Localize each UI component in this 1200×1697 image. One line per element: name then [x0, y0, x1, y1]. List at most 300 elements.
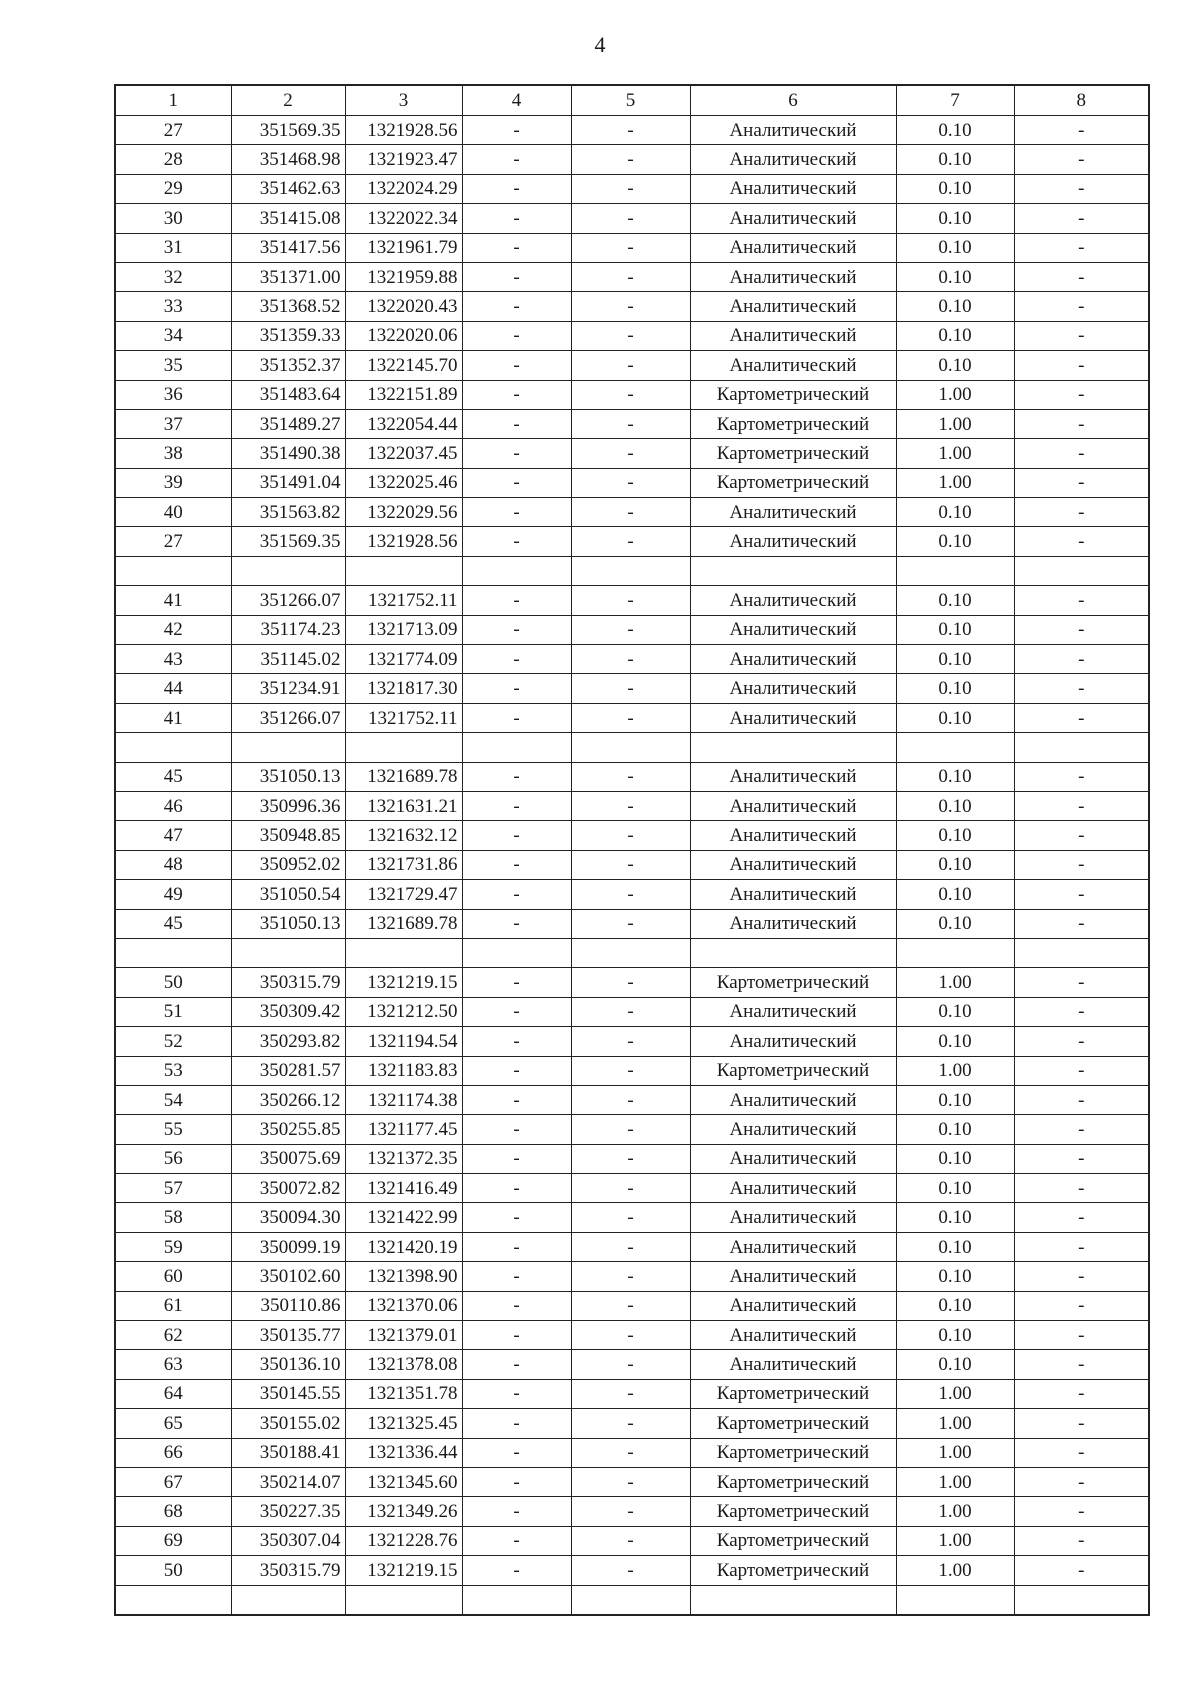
cell-col-4: - — [462, 1321, 571, 1350]
cell-accuracy: 0.10 — [896, 880, 1014, 909]
cell-y-coordinate: 1321689.78 — [345, 909, 462, 938]
cell-accuracy: 0.10 — [896, 351, 1014, 380]
cell-x-coordinate: 350155.02 — [231, 1409, 345, 1438]
cell-y-coordinate: 1321961.79 — [345, 233, 462, 262]
cell-col-8 — [1014, 733, 1149, 762]
cell-y-coordinate: 1321212.50 — [345, 997, 462, 1026]
table-row — [115, 1497, 1149, 1526]
cell-col-8: - — [1014, 1115, 1149, 1144]
table-row — [115, 409, 1149, 438]
cell-accuracy: 0.10 — [896, 527, 1014, 556]
table-row — [115, 380, 1149, 409]
cell-col-5: - — [571, 1556, 690, 1585]
cell-method: Картометрический — [690, 468, 896, 497]
table-row — [115, 674, 1149, 703]
cell-col-8: - — [1014, 1027, 1149, 1056]
cell-y-coordinate: 1322020.06 — [345, 321, 462, 350]
cell-point-number: 48 — [115, 850, 231, 879]
cell-method: Картометрический — [690, 1556, 896, 1585]
cell-col-5: - — [571, 968, 690, 997]
cell-col-8: - — [1014, 116, 1149, 145]
cell-col-4: - — [462, 1262, 571, 1291]
cell-col-5: - — [571, 1526, 690, 1555]
cell-x-coordinate: 351174.23 — [231, 615, 345, 644]
cell-method: Аналитический — [690, 791, 896, 820]
cell-x-coordinate: 351462.63 — [231, 174, 345, 203]
cell-col-5: - — [571, 1085, 690, 1114]
cell-y-coordinate — [345, 1585, 462, 1615]
cell-x-coordinate: 350099.19 — [231, 1232, 345, 1261]
cell-method: Аналитический — [690, 674, 896, 703]
cell-accuracy: 0.10 — [896, 1203, 1014, 1232]
cell-y-coordinate: 1321689.78 — [345, 762, 462, 791]
table-row — [115, 1115, 1149, 1144]
cell-col-5 — [571, 733, 690, 762]
cell-col-5: - — [571, 174, 690, 203]
cell-method: Аналитический — [690, 1115, 896, 1144]
cell-method: Аналитический — [690, 1085, 896, 1114]
cell-y-coordinate: 1321351.78 — [345, 1379, 462, 1408]
cell-method: Аналитический — [690, 204, 896, 233]
cell-col-4: - — [462, 850, 571, 879]
cell-accuracy: 0.10 — [896, 1174, 1014, 1203]
cell-y-coordinate: 1321632.12 — [345, 821, 462, 850]
cell-point-number: 57 — [115, 1174, 231, 1203]
cell-col-5: - — [571, 850, 690, 879]
cell-method: Картометрический — [690, 439, 896, 468]
cell-method: Аналитический — [690, 116, 896, 145]
cell-y-coordinate — [345, 938, 462, 967]
table-row — [115, 116, 1149, 145]
table-row — [115, 762, 1149, 791]
table-row — [115, 1467, 1149, 1496]
cell-col-5: - — [571, 1321, 690, 1350]
cell-col-8: - — [1014, 409, 1149, 438]
cell-point-number: 61 — [115, 1291, 231, 1320]
cell-x-coordinate: 351145.02 — [231, 645, 345, 674]
cell-accuracy: 0.10 — [896, 233, 1014, 262]
cell-y-coordinate: 1322029.56 — [345, 498, 462, 527]
cell-col-8: - — [1014, 145, 1149, 174]
cell-method: Картометрический — [690, 1056, 896, 1085]
cell-accuracy — [896, 1585, 1014, 1615]
table-row — [115, 1291, 1149, 1320]
table-row — [115, 233, 1149, 262]
cell-x-coordinate: 351490.38 — [231, 439, 345, 468]
cell-col-8: - — [1014, 674, 1149, 703]
cell-point-number: 67 — [115, 1467, 231, 1496]
cell-y-coordinate: 1321416.49 — [345, 1174, 462, 1203]
cell-point-number: 45 — [115, 909, 231, 938]
cell-col-4: - — [462, 1291, 571, 1320]
table-row — [115, 615, 1149, 644]
table-row — [115, 703, 1149, 732]
cell-x-coordinate: 351234.91 — [231, 674, 345, 703]
cell-col-8: - — [1014, 791, 1149, 820]
cell-col-4: - — [462, 1027, 571, 1056]
cell-col-8: - — [1014, 1291, 1149, 1320]
cell-col-8: - — [1014, 233, 1149, 262]
cell-y-coordinate: 1321370.06 — [345, 1291, 462, 1320]
cell-col-4 — [462, 938, 571, 967]
cell-method: Аналитический — [690, 1291, 896, 1320]
cell-method: Картометрический — [690, 1379, 896, 1408]
cell-accuracy: 0.10 — [896, 1321, 1014, 1350]
cell-col-8: - — [1014, 1526, 1149, 1555]
cell-col-5: - — [571, 1056, 690, 1085]
cell-x-coordinate: 351050.13 — [231, 909, 345, 938]
separator-row — [115, 1585, 1149, 1615]
cell-accuracy — [896, 556, 1014, 585]
table-row — [115, 586, 1149, 615]
cell-method: Аналитический — [690, 527, 896, 556]
cell-point-number: 69 — [115, 1526, 231, 1555]
cell-col-5: - — [571, 468, 690, 497]
cell-y-coordinate: 1321379.01 — [345, 1321, 462, 1350]
cell-y-coordinate: 1321713.09 — [345, 615, 462, 644]
cell-y-coordinate: 1321349.26 — [345, 1497, 462, 1526]
cell-col-4: - — [462, 821, 571, 850]
cell-col-8: - — [1014, 1085, 1149, 1114]
cell-col-4: - — [462, 468, 571, 497]
cell-x-coordinate: 351266.07 — [231, 703, 345, 732]
cell-col-5 — [571, 1585, 690, 1615]
cell-col-5: - — [571, 703, 690, 732]
cell-col-5: - — [571, 674, 690, 703]
cell-col-4: - — [462, 1350, 571, 1379]
cell-col-4: - — [462, 204, 571, 233]
cell-x-coordinate: 350952.02 — [231, 850, 345, 879]
cell-col-4: - — [462, 380, 571, 409]
cell-col-4 — [462, 556, 571, 585]
cell-method: Аналитический — [690, 997, 896, 1026]
cell-col-4: - — [462, 791, 571, 820]
table-row — [115, 880, 1149, 909]
cell-y-coordinate — [345, 733, 462, 762]
cell-col-4: - — [462, 116, 571, 145]
cell-col-8: - — [1014, 527, 1149, 556]
cell-col-8: - — [1014, 1174, 1149, 1203]
cell-accuracy: 1.00 — [896, 380, 1014, 409]
cell-col-4: - — [462, 674, 571, 703]
cell-col-5: - — [571, 439, 690, 468]
cell-col-5: - — [571, 292, 690, 321]
cell-col-5: - — [571, 1350, 690, 1379]
cell-y-coordinate: 1321325.45 — [345, 1409, 462, 1438]
cell-method: Аналитический — [690, 909, 896, 938]
table-row — [115, 1174, 1149, 1203]
cell-method: Аналитический — [690, 321, 896, 350]
table-row — [115, 262, 1149, 291]
cell-col-5: - — [571, 909, 690, 938]
separator-row — [115, 938, 1149, 967]
cell-col-5: - — [571, 821, 690, 850]
cell-y-coordinate: 1322054.44 — [345, 409, 462, 438]
table-row — [115, 791, 1149, 820]
cell-col-4: - — [462, 498, 571, 527]
cell-col-8: - — [1014, 909, 1149, 938]
cell-x-coordinate: 351569.35 — [231, 527, 345, 556]
table-row — [115, 645, 1149, 674]
table-row — [115, 1203, 1149, 1232]
cell-col-8 — [1014, 556, 1149, 585]
cell-x-coordinate — [231, 938, 345, 967]
cell-method: Аналитический — [690, 645, 896, 674]
cell-y-coordinate: 1322037.45 — [345, 439, 462, 468]
cell-col-8: - — [1014, 351, 1149, 380]
cell-x-coordinate: 351359.33 — [231, 321, 345, 350]
cell-accuracy: 0.10 — [896, 145, 1014, 174]
cell-col-8: - — [1014, 968, 1149, 997]
cell-col-4: - — [462, 1409, 571, 1438]
separator-row — [115, 556, 1149, 585]
cell-x-coordinate: 350255.85 — [231, 1115, 345, 1144]
cell-point-number: 54 — [115, 1085, 231, 1114]
column-header-2: 2 — [231, 85, 345, 116]
cell-y-coordinate: 1321228.76 — [345, 1526, 462, 1555]
cell-point-number: 45 — [115, 762, 231, 791]
cell-col-4: - — [462, 439, 571, 468]
cell-col-8: - — [1014, 1232, 1149, 1261]
cell-x-coordinate: 350094.30 — [231, 1203, 345, 1232]
cell-col-8: - — [1014, 1438, 1149, 1467]
cell-x-coordinate: 351352.37 — [231, 351, 345, 380]
table-row — [115, 1438, 1149, 1467]
cell-col-8: - — [1014, 1144, 1149, 1173]
cell-accuracy: 1.00 — [896, 968, 1014, 997]
table-body — [115, 85, 1149, 1615]
cell-col-4: - — [462, 703, 571, 732]
cell-col-4 — [462, 1585, 571, 1615]
cell-point-number — [115, 938, 231, 967]
cell-col-8: - — [1014, 380, 1149, 409]
cell-y-coordinate: 1321422.99 — [345, 1203, 462, 1232]
cell-method: Аналитический — [690, 586, 896, 615]
cell-col-4: - — [462, 909, 571, 938]
cell-col-4: - — [462, 1379, 571, 1408]
cell-col-8: - — [1014, 1379, 1149, 1408]
table-row — [115, 321, 1149, 350]
table-row — [115, 1526, 1149, 1555]
cell-col-4: - — [462, 233, 571, 262]
cell-point-number: 53 — [115, 1056, 231, 1085]
cell-method: Аналитический — [690, 498, 896, 527]
cell-col-4: - — [462, 1174, 571, 1203]
cell-col-5: - — [571, 1409, 690, 1438]
cell-col-8: - — [1014, 586, 1149, 615]
cell-col-5: - — [571, 1027, 690, 1056]
cell-method: Аналитический — [690, 1144, 896, 1173]
cell-col-5: - — [571, 321, 690, 350]
cell-point-number: 59 — [115, 1232, 231, 1261]
cell-y-coordinate: 1322020.43 — [345, 292, 462, 321]
cell-method: Аналитический — [690, 1027, 896, 1056]
cell-col-8 — [1014, 938, 1149, 967]
cell-y-coordinate: 1321174.38 — [345, 1085, 462, 1114]
cell-accuracy: 0.10 — [896, 116, 1014, 145]
cell-col-4: - — [462, 292, 571, 321]
cell-col-8: - — [1014, 850, 1149, 879]
cell-method — [690, 733, 896, 762]
cell-x-coordinate: 351491.04 — [231, 468, 345, 497]
cell-y-coordinate: 1321219.15 — [345, 968, 462, 997]
cell-col-4: - — [462, 997, 571, 1026]
cell-col-5: - — [571, 1291, 690, 1320]
cell-x-coordinate: 351489.27 — [231, 409, 345, 438]
table-row — [115, 821, 1149, 850]
table-row — [115, 204, 1149, 233]
cell-method: Картометрический — [690, 1438, 896, 1467]
cell-col-8: - — [1014, 1497, 1149, 1526]
cell-y-coordinate: 1321194.54 — [345, 1027, 462, 1056]
cell-accuracy: 0.10 — [896, 262, 1014, 291]
cell-y-coordinate: 1322022.34 — [345, 204, 462, 233]
cell-point-number — [115, 1585, 231, 1615]
cell-col-8: - — [1014, 498, 1149, 527]
cell-accuracy: 0.10 — [896, 615, 1014, 644]
column-header-5: 5 — [571, 85, 690, 116]
cell-x-coordinate: 350110.86 — [231, 1291, 345, 1320]
cell-accuracy: 0.10 — [896, 1144, 1014, 1173]
table-row — [115, 1262, 1149, 1291]
cell-method: Картометрический — [690, 1467, 896, 1496]
cell-accuracy: 0.10 — [896, 204, 1014, 233]
cell-accuracy: 0.10 — [896, 498, 1014, 527]
cell-col-4: - — [462, 351, 571, 380]
cell-point-number: 27 — [115, 116, 231, 145]
cell-method: Аналитический — [690, 233, 896, 262]
cell-col-5: - — [571, 233, 690, 262]
cell-x-coordinate: 350102.60 — [231, 1262, 345, 1291]
cell-accuracy: 0.10 — [896, 791, 1014, 820]
cell-x-coordinate: 350072.82 — [231, 1174, 345, 1203]
cell-x-coordinate: 350075.69 — [231, 1144, 345, 1173]
cell-point-number: 66 — [115, 1438, 231, 1467]
cell-col-8: - — [1014, 1350, 1149, 1379]
cell-point-number: 52 — [115, 1027, 231, 1056]
cell-y-coordinate: 1321774.09 — [345, 645, 462, 674]
cell-method: Аналитический — [690, 292, 896, 321]
table-row — [115, 1556, 1149, 1585]
cell-x-coordinate: 350136.10 — [231, 1350, 345, 1379]
cell-y-coordinate — [345, 556, 462, 585]
table-row — [115, 1144, 1149, 1173]
cell-col-5: - — [571, 1115, 690, 1144]
table-row — [115, 1085, 1149, 1114]
cell-point-number: 42 — [115, 615, 231, 644]
table-row — [115, 997, 1149, 1026]
cell-col-5: - — [571, 762, 690, 791]
table-row — [115, 145, 1149, 174]
cell-accuracy: 0.10 — [896, 292, 1014, 321]
cell-y-coordinate: 1321420.19 — [345, 1232, 462, 1261]
cell-col-4: - — [462, 174, 571, 203]
cell-y-coordinate: 1321731.86 — [345, 850, 462, 879]
cell-accuracy: 0.10 — [896, 174, 1014, 203]
cell-method: Аналитический — [690, 821, 896, 850]
cell-accuracy: 1.00 — [896, 1526, 1014, 1555]
cell-y-coordinate: 1321631.21 — [345, 791, 462, 820]
cell-accuracy: 0.10 — [896, 321, 1014, 350]
cell-col-5: - — [571, 1379, 690, 1408]
cell-col-5: - — [571, 1262, 690, 1291]
cell-col-8: - — [1014, 615, 1149, 644]
cell-point-number: 41 — [115, 703, 231, 732]
cell-x-coordinate: 350293.82 — [231, 1027, 345, 1056]
cell-point-number: 41 — [115, 586, 231, 615]
table-row — [115, 498, 1149, 527]
cell-col-8: - — [1014, 262, 1149, 291]
cell-point-number: 55 — [115, 1115, 231, 1144]
cell-accuracy: 0.10 — [896, 586, 1014, 615]
cell-accuracy: 1.00 — [896, 1497, 1014, 1526]
cell-col-4: - — [462, 645, 571, 674]
cell-col-8: - — [1014, 997, 1149, 1026]
cell-col-5: - — [571, 1467, 690, 1496]
cell-method: Аналитический — [690, 351, 896, 380]
table-row — [115, 351, 1149, 380]
cell-x-coordinate — [231, 733, 345, 762]
cell-accuracy: 0.10 — [896, 1115, 1014, 1144]
cell-x-coordinate: 350307.04 — [231, 1526, 345, 1555]
cell-accuracy: 0.10 — [896, 674, 1014, 703]
cell-col-8: - — [1014, 645, 1149, 674]
cell-point-number: 50 — [115, 1556, 231, 1585]
cell-accuracy: 0.10 — [896, 762, 1014, 791]
cell-point-number: 27 — [115, 527, 231, 556]
column-header-1: 1 — [115, 85, 231, 116]
cell-method: Картометрический — [690, 409, 896, 438]
cell-x-coordinate: 350996.36 — [231, 791, 345, 820]
column-header-3: 3 — [345, 85, 462, 116]
cell-point-number: 35 — [115, 351, 231, 380]
cell-col-4: - — [462, 586, 571, 615]
cell-point-number: 31 — [115, 233, 231, 262]
cell-col-8: - — [1014, 439, 1149, 468]
cell-point-number: 58 — [115, 1203, 231, 1232]
cell-col-5: - — [571, 586, 690, 615]
cell-col-8: - — [1014, 821, 1149, 850]
table-row — [115, 1379, 1149, 1408]
cell-y-coordinate: 1322151.89 — [345, 380, 462, 409]
cell-accuracy: 1.00 — [896, 1467, 1014, 1496]
cell-col-5: - — [571, 1497, 690, 1526]
cell-y-coordinate: 1321219.15 — [345, 1556, 462, 1585]
cell-y-coordinate: 1322024.29 — [345, 174, 462, 203]
cell-x-coordinate: 350214.07 — [231, 1467, 345, 1496]
cell-x-coordinate: 350315.79 — [231, 968, 345, 997]
cell-col-5: - — [571, 997, 690, 1026]
cell-col-5: - — [571, 1438, 690, 1467]
cell-x-coordinate: 350227.35 — [231, 1497, 345, 1526]
cell-col-4: - — [462, 1203, 571, 1232]
cell-x-coordinate: 350188.41 — [231, 1438, 345, 1467]
cell-col-5: - — [571, 880, 690, 909]
table-row — [115, 850, 1149, 879]
cell-point-number: 49 — [115, 880, 231, 909]
cell-point-number: 56 — [115, 1144, 231, 1173]
cell-x-coordinate: 351050.54 — [231, 880, 345, 909]
cell-col-5: - — [571, 645, 690, 674]
cell-col-4: - — [462, 1526, 571, 1555]
cell-accuracy — [896, 733, 1014, 762]
cell-y-coordinate: 1321928.56 — [345, 116, 462, 145]
cell-col-8: - — [1014, 1056, 1149, 1085]
cell-method: Аналитический — [690, 615, 896, 644]
cell-y-coordinate: 1321817.30 — [345, 674, 462, 703]
cell-point-number: 34 — [115, 321, 231, 350]
cell-y-coordinate: 1321398.90 — [345, 1262, 462, 1291]
